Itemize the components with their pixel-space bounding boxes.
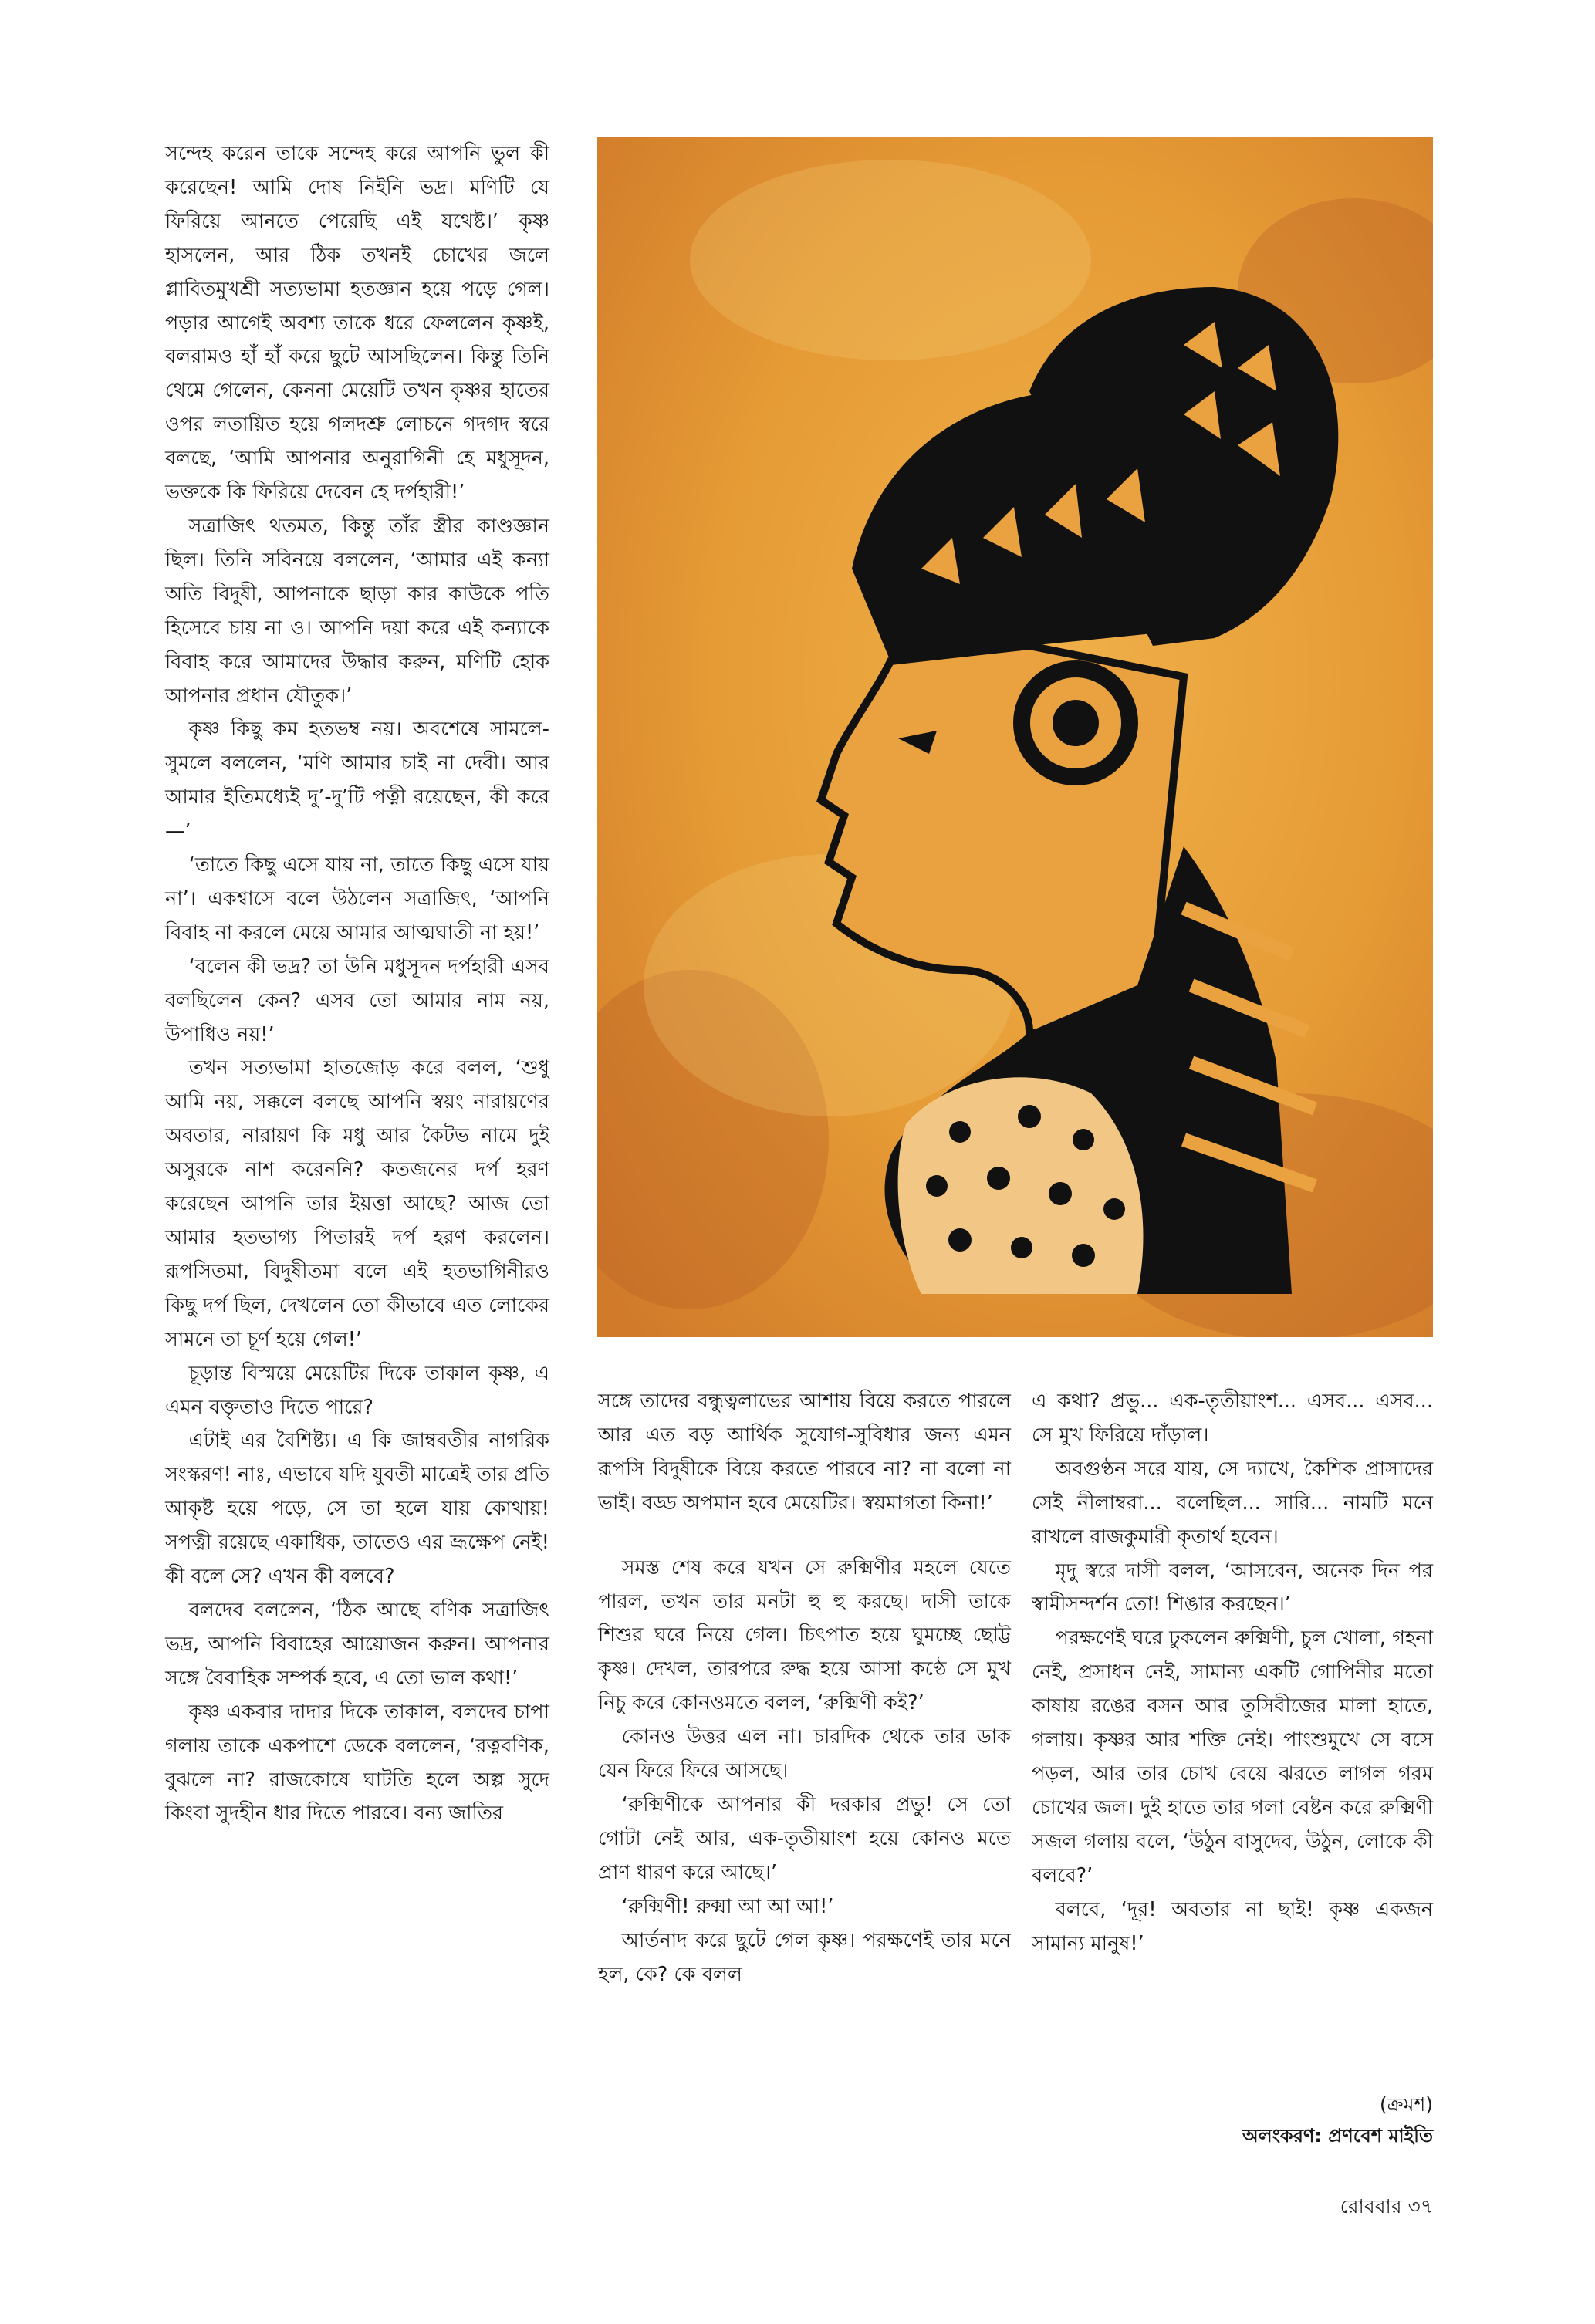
woman-profile-illustration (597, 137, 1433, 1337)
paragraph: মৃদু স্বরে দাসী বলল, ‘আসবেন, অনেক দিন পর স্বামীসন্দর্শন তো! শিঙার করছেন।’ (1032, 1559, 1433, 1616)
paragraph: সন্দেহ করেন তাকে সন্দেহ করে আপনি ভুল কী করেছেন! আমি দোষ নিইনি ভদ্র। মণিটি যে ফিরিয়ে আনতে পেরেছি এই যথেষ্ট।’ কৃষ্ণ হাসলেন, আর ঠিক তখনই চোখের জলে প্লাবিতমুখশ্রী সত্যভামা হতজ্ঞান হয়ে পড়ে গেল। পড়ার আগেই অবশ্য তাকে ধরে ফেললেন কৃষ্ণই, বলরামও হাঁ হাঁ করে ছুটে আসছিলেন। কিন্তু তিনি থেমে গেলেন, কেননা মেয়েটি তখন কৃষ্ণর হাতের ওপর লতায়িত হয়ে গলদশ্রু লোচনে গদগদ স্বরে বলছে, ‘আমি আপনার অনুরাগিনী হে মধুসূদন, ভক্তকে কি ফিরিয়ে দেবেন হে দর্পহারী!’ (165, 142, 549, 505)
paragraph: পরক্ষণেই ঘরে ঢুকলেন রুক্মিণী, চুল খোলা, গহনা নেই, প্রসাধন নেই, সামান্য একটি গোপিনীর মতো কাষায় রঙের বসন আর তুসিবীজের মালা হাতে, গলায়। কৃষ্ণর আর শক্তি নেই। পাংশুমুখে সে বসে পড়ল, আর তার চোখ বেয়ে ঝরতে লাগল গরম চোখের জল। দুই হাতে তার গলা বেষ্টন করে রুক্মিণী সজল গলায় বলে, ‘উঠুন বাসুদেব, উঠুন, লোকে কী বলবে?’ (1032, 1626, 1433, 1887)
paragraph: ‘রুক্মিণী! রুক্মা আ আ আ!’ (621, 1894, 834, 1918)
paragraph: কৃষ্ণ কিছু কম হতভম্ব নয়। অবশেষে সামলে-সুমলে বললেন, ‘মণি আমার চাই না দেবী। আর আমার ইতিমধ্যেই দু’-দু’টি পত্নী রয়েছেন, কী করে—’ (165, 718, 549, 843)
article-column-1 (165, 137, 549, 1831)
paragraph: ‘বলেন কী ভদ্র? তা উনি মধুসূদন দর্পহারী এসব বলছিলেন কেন? এসব তো আমার নাম নয়, উপাধিও নয়!’ (165, 954, 549, 1046)
paragraph: এ কথা? প্রভু... এক-তৃতীয়াংশ... এসব... এসব... সে মুখ ফিরিয়ে দাঁড়াল। (1032, 1390, 1433, 1447)
paragraph: আর্তনাদ করে ছুটে গেল কৃষ্ণ। পরক্ষণেই তার মনে হল, কে? কে বলল (598, 1928, 1011, 1986)
paragraph: ‘তাতে কিছু এসে যায় না, তাতে কিছু এসে যায় না’। একশ্বাসে বলে উঠলেন সত্রাজিৎ, ‘আপনি বিবাহ না করলে মেয়ে আমার আত্মঘাতী না হয়!’ (165, 853, 549, 944)
paragraph: বলদেব বললেন, ‘ঠিক আছে বণিক সত্রাজিৎ ভদ্র, আপনি বিবাহের আয়োজন করুন। আপনার সঙ্গে বৈবাহিক সম্পর্ক হবে, এ তো ভাল কথা!’ (165, 1598, 549, 1690)
paragraph: তখন সত্যভামা হাতজোড় করে বলল, ‘শুধু আমি নয়, সক্কলে বলছে আপনি স্বয়ং নারায়ণের অবতার, নারায়ণ কি মধু আর কৈটভ নামে দুই অসুরকে নাশ করেননি? কতজনের দর্প হরণ করেছেন আপনি তার ইয়ত্তা আছে? আজ তো আমার হতভাগ্য পিতারই দর্প হরণ করলেন। রূপসিতমা, বিদুষীতমা বলে এই হতভাগিনীরও কিছু দর্প ছিল, দেখলেন তো কীভাবে এত লোকের সামনে তা চূর্ণ হয়ে গেল!’ (165, 1056, 549, 1351)
paragraph: চূড়ান্ত বিস্ময়ে মেয়েটির দিকে তাকাল কৃষ্ণ, এ এমন বক্তৃতাও দিতে পারে? (165, 1361, 549, 1419)
paragraph: সত্রাজিৎ থতমত, কিন্তু তাঁর স্ত্রীর কাণ্ডজ্ঞান ছিল। তিনি সবিনয়ে বললেন, ‘আমার এই কন্যা অতি বিদুষী, আপনাকে ছাড়া কার কাউকে পতি হিসেবে চায় না ও। আপনি দয়া করে এই কন্যাকে বিবাহ করে আমাদের উদ্ধার করুন, মণিটি হোক আপনার প্রধান যৌতুক।’ (165, 514, 549, 708)
paragraph: বলবে, ‘দূর! অবতার না ছাই! কৃষ্ণ একজন সামান্য মানুষ!’ (1032, 1897, 1433, 1955)
paragraph: ‘রুক্মিণীকে আপনার কী দরকার প্রভু! সে তো গোটা নেই আর, এক-তৃতীয়াংশ হয়ে কোনও মতে প্রাণ ধারণ করে আছে।’ (598, 1792, 1011, 1884)
illustration-credit: অলংকরণ: প্রণবেশ মাইতি (1242, 2125, 1433, 2147)
paragraph: সঙ্গে তাদের বন্ধুত্বলাভের আশায় বিয়ে করতে পারলে আর এত বড় আর্থিক সুযোগ-সুবিধার জন্য এমন রূপসি বিদুষীকে বিয়ে করতে পারবে না? না বলো না ভাই। বড্ড অপমান হবে মেয়েটির। স্বয়মাগতা কিনা!’ (598, 1390, 1011, 1515)
paragraph: অবগুণ্ঠন সরে যায়, সে দ্যাখে, কৈশিক প্রাসাদের সেই নীলাম্বরা... বলেছিল... সারি... নামটি মনে রাখলে রাজকুমারী কৃতার্থ হবেন। (1032, 1457, 1433, 1549)
paragraph: সমস্ত শেষ করে যখন সে রুক্মিণীর মহলে যেতে পারল, তখন তার মনটা হু হু করছে। দাসী তাকে শিশুর ঘরে নিয়ে গেল। চিৎপাত হয়ে ঘুমচ্ছে ছোট্ট কৃষ্ণ। দেখল, তারপরে রুদ্ধ হয়ে আসা কণ্ঠে সে মুখ নিচু করে কোনওমতে বলল, ‘রুক্মিণী কই?’ (598, 1556, 1011, 1715)
continued-label: (ক্রমশ) (1379, 2093, 1433, 2116)
article-column-3 (1032, 1385, 1433, 1961)
illustration-svg (597, 137, 1433, 1337)
paragraph: কোনও উত্তর এল না। চারদিক থেকে তার ডাক যেন ফিরে ফিরে আসছে। (598, 1725, 1011, 1783)
page-footer: রোববার ৩৭ (1340, 2195, 1433, 2218)
article-column-2 (598, 1385, 1011, 1991)
paragraph: কৃষ্ণ একবার দাদার দিকে তাকাল, বলদেব চাপা গলায় তাকে একপাশে ডেকে বললেন, ‘রত্নবণিক, বুঝলে না? রাজকোষে ঘাটতি হলে অল্প সুদে কিংবা সুদহীন ধার দিতে পারবে। বন্য জাতির (165, 1700, 549, 1826)
paragraph: এটাই এর বৈশিষ্ট্য। এ কি জাম্ববতীর নাগরিক সংস্করণ! নাঃ, এভাবে যদি যুবতী মাত্রেই তার প্রতি আকৃষ্ট হয়ে পড়ে, সে তা হলে যায় কোথায়! সপত্নী রয়েছে একাধিক, তাতেও এর ভ্রূক্ষেপ নেই! কী বলে সে? এখন কী বলবে? (165, 1429, 549, 1589)
